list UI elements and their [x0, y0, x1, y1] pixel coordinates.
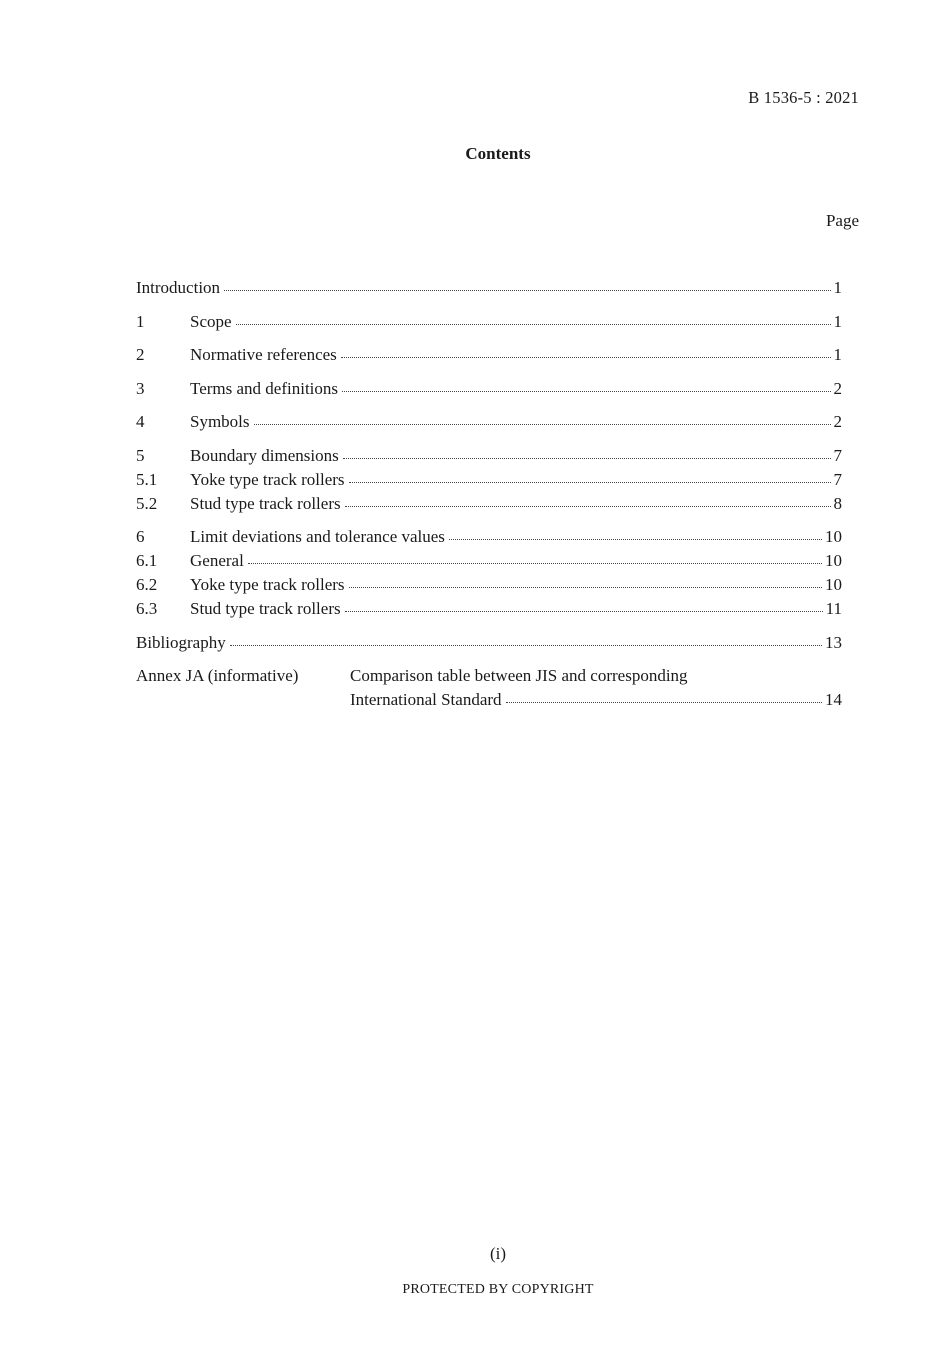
dot-leader	[345, 610, 823, 612]
toc-entry-title: Bibliography	[136, 632, 226, 652]
dot-leader	[343, 457, 831, 459]
toc-entry[interactable]	[136, 525, 842, 549]
toc-entry-introduction[interactable]	[136, 276, 842, 300]
toc-entry[interactable]	[136, 468, 842, 492]
toc-entry-page: 2	[833, 412, 842, 431]
toc-entry-page: 8	[833, 493, 842, 513]
toc-entry-page: 1	[833, 345, 842, 364]
toc-entry-number: 5.2	[136, 493, 158, 513]
toc-entry-annex[interactable]	[136, 664, 842, 712]
toc-entry-title: Scope	[190, 311, 232, 331]
table-of-contents	[136, 276, 842, 712]
toc-entry-number: 6	[136, 527, 145, 546]
toc-entry-page: 11	[825, 599, 842, 618]
toc-entry-page: 10	[825, 575, 842, 594]
toc-entry-bibliography[interactable]	[136, 631, 842, 655]
annex-title-line2: International Standard	[350, 689, 502, 709]
toc-entry-number: 2	[136, 345, 145, 364]
toc-entry-number: 6.1	[136, 551, 158, 570]
toc-entry-page: 2	[833, 378, 842, 398]
toc-entry-number: 6.3	[136, 599, 158, 618]
dot-leader	[230, 644, 822, 646]
toc-entry[interactable]	[136, 597, 842, 621]
dot-leader	[449, 538, 822, 540]
toc-entry-title: Stud type track rollers	[190, 493, 341, 513]
toc-entry[interactable]	[136, 343, 842, 367]
toc-entry[interactable]	[136, 492, 842, 516]
page-column-label: Page	[825, 211, 859, 230]
dot-leader	[248, 562, 822, 564]
toc-entry-page: 7	[833, 445, 842, 465]
toc-entry-number: 5	[136, 445, 145, 465]
toc-entry-title: Symbols	[190, 412, 250, 431]
toc-entry-title: Yoke type track rollers	[190, 575, 345, 594]
toc-entry-page: 1	[833, 311, 842, 331]
toc-entry-title: Stud type track rollers	[190, 599, 341, 618]
toc-entry-title: Normative references	[190, 345, 337, 364]
toc-entry[interactable]	[136, 310, 842, 334]
toc-entry-page: 7	[833, 469, 842, 489]
toc-entry-number: 1	[136, 311, 145, 331]
toc-entry-page: 10	[825, 551, 842, 570]
toc-entry-title: Terms and definitions	[190, 378, 339, 398]
dot-leader	[345, 505, 831, 507]
dot-leader	[224, 289, 830, 291]
toc-entry-title: General	[190, 551, 244, 570]
document-id: B 1536-5 : 2021	[748, 88, 859, 107]
toc-entry-number: 4	[136, 412, 145, 431]
copyright-notice: PROTECTED BY COPYRIGHT	[402, 1282, 594, 1297]
toc-entry-page: 13	[825, 632, 842, 652]
toc-entry[interactable]	[136, 410, 842, 434]
toc-entry-title: Introduction	[136, 278, 221, 297]
toc-entry[interactable]	[136, 377, 842, 401]
toc-entry-number: 6.2	[136, 575, 158, 594]
dot-leader	[342, 390, 830, 392]
toc-entry-page: 10	[825, 527, 842, 546]
toc-entry[interactable]	[136, 573, 842, 597]
dot-leader	[236, 323, 831, 325]
toc-entry-number: 3	[136, 378, 145, 398]
toc-entry[interactable]	[136, 549, 842, 573]
toc-entry-title: Limit deviations and tolerance values	[190, 527, 445, 546]
page-folio: (i)	[489, 1244, 507, 1263]
annex-label: Annex JA (informative)	[136, 665, 299, 685]
contents-title: Contents	[465, 144, 531, 163]
toc-entry-number: 5.1	[136, 469, 158, 489]
toc-entry-page: 1	[833, 278, 842, 297]
dot-leader	[349, 586, 822, 588]
toc-entry-title: Yoke type track rollers	[190, 469, 345, 489]
toc-entry-page: 14	[825, 689, 842, 709]
dot-leader	[254, 423, 831, 425]
dot-leader	[341, 356, 831, 358]
dot-leader	[506, 701, 822, 703]
toc-entry[interactable]	[136, 444, 842, 468]
toc-entry-title: Boundary dimensions	[190, 445, 339, 465]
annex-title-line1: Comparison table between JIS and corresponding	[350, 665, 688, 685]
dot-leader	[349, 481, 831, 483]
